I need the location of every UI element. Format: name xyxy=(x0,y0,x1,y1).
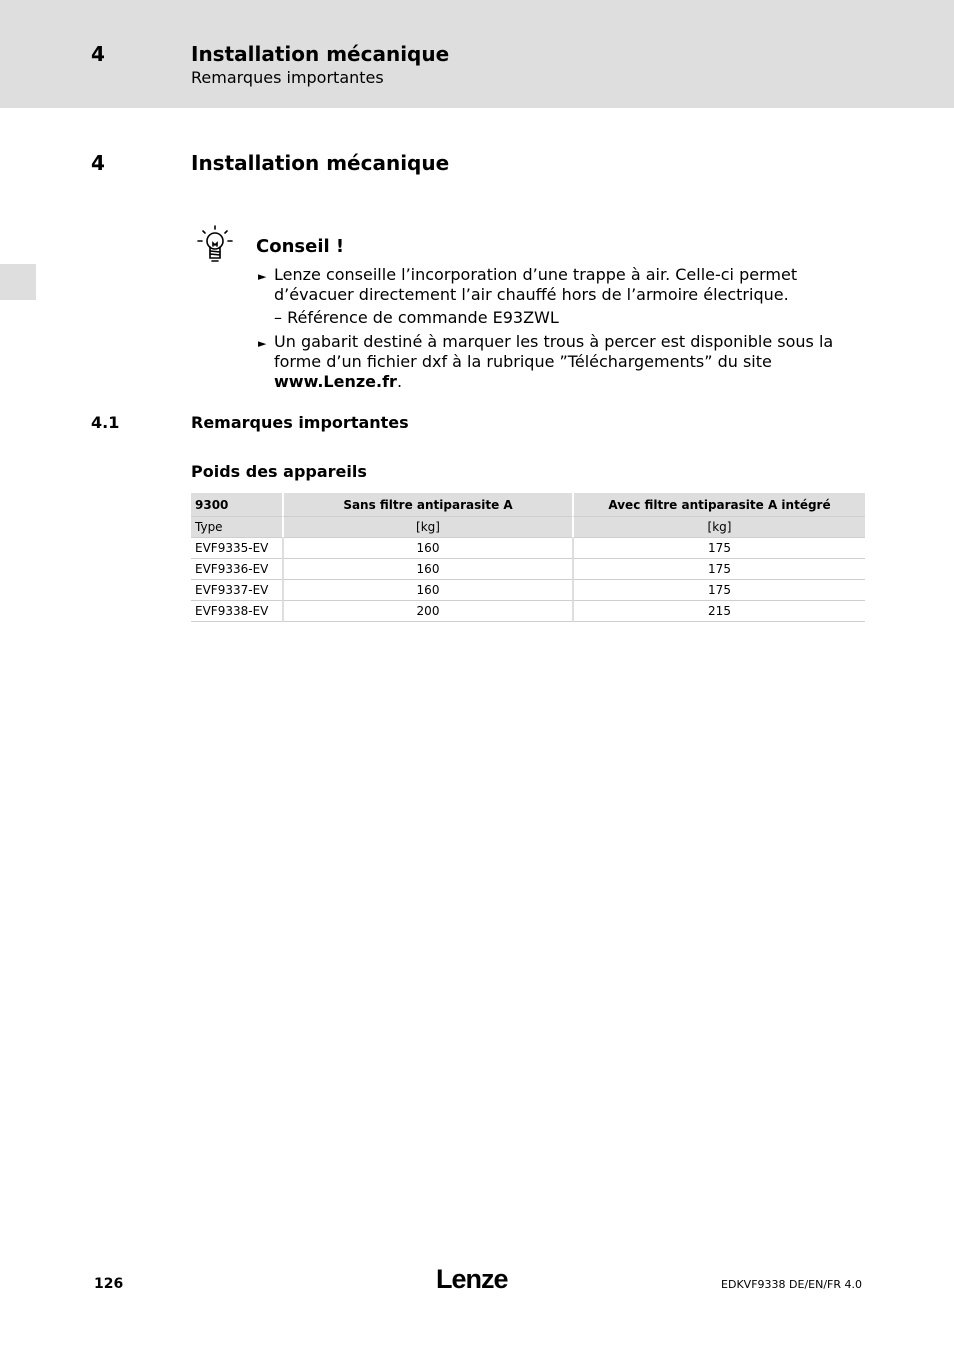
page-number: 126 xyxy=(94,1276,124,1292)
weight-cell: 200 xyxy=(282,601,572,622)
weight-cell: 160 xyxy=(282,559,572,580)
table-header-row xyxy=(191,493,865,517)
lenze-logo: Lenze xyxy=(436,1264,508,1294)
table-row xyxy=(191,580,865,601)
header-band xyxy=(0,0,954,108)
tip-bullet-2 xyxy=(258,332,858,392)
tip-bullet-2-body: Un gabarit destiné à marquer les trous à percer est disponible sous la forme d’un fichier dxf à la rubrique ”Téléchargements” du site xyxy=(274,332,834,371)
order-reference: – Référence de commande E93ZWL xyxy=(274,308,559,327)
tip-title: Conseil ! xyxy=(256,236,345,257)
subsection-number: 4.1 xyxy=(91,413,120,432)
weight-cell: 175 xyxy=(572,580,865,601)
type-cell: EVF9336-EV xyxy=(191,559,282,580)
weights-table xyxy=(191,493,865,622)
weight-cell: 160 xyxy=(282,580,572,601)
table-row xyxy=(191,559,865,580)
section-number: 4 xyxy=(91,151,105,175)
tip-bullet-2-end: . xyxy=(396,372,403,391)
unit-cell-kg: [kg] xyxy=(282,517,572,538)
type-cell: EVF9335-EV xyxy=(191,538,282,559)
bullet-arrow-icon: ► xyxy=(258,337,267,350)
type-cell: EVF9337-EV xyxy=(191,580,282,601)
header-cell-with-filter: Avec filtre antiparasite A intégré xyxy=(572,493,865,517)
document-id: EDKVF9338 DE/EN/FR 4.0 xyxy=(721,1278,862,1291)
section-title: Installation mécanique xyxy=(191,151,450,175)
header-chapter-number: 4 xyxy=(91,42,105,66)
bullet-arrow-icon: ► xyxy=(258,270,267,283)
header-chapter-title: Installation mécanique xyxy=(191,42,450,66)
unit-cell-type: Type xyxy=(191,517,282,538)
subsection-title: Remarques importantes xyxy=(191,413,409,432)
table-row xyxy=(191,601,865,622)
weight-cell: 160 xyxy=(282,538,572,559)
header-cell-series: 9300 xyxy=(191,493,282,517)
header-subtitle: Remarques importantes xyxy=(191,68,384,87)
weight-cell: 215 xyxy=(572,601,865,622)
weight-cell: 175 xyxy=(572,538,865,559)
unit-cell-kg: [kg] xyxy=(572,517,865,538)
chapter-side-tab xyxy=(0,264,36,300)
weight-cell: 175 xyxy=(572,559,865,580)
lenze-website-link[interactable]: www.Lenze.fr xyxy=(274,372,397,391)
type-cell: EVF9338-EV xyxy=(191,601,282,622)
tip-bullet-1-text: Lenze conseille l’incorporation d’une trappe à air. Celle-ci permet d’évacuer directement l’air chauffé hors de l’armoire électrique. xyxy=(274,265,798,304)
table-unit-row xyxy=(191,517,865,538)
table-row xyxy=(191,538,865,559)
header-cell-without-filter: Sans filtre antiparasite A xyxy=(282,493,572,517)
lightbulb-icon xyxy=(195,224,235,266)
tip-bullet-2-text xyxy=(274,332,858,392)
table-title: Poids des appareils xyxy=(191,462,367,481)
tip-bullet-1 xyxy=(258,265,858,305)
